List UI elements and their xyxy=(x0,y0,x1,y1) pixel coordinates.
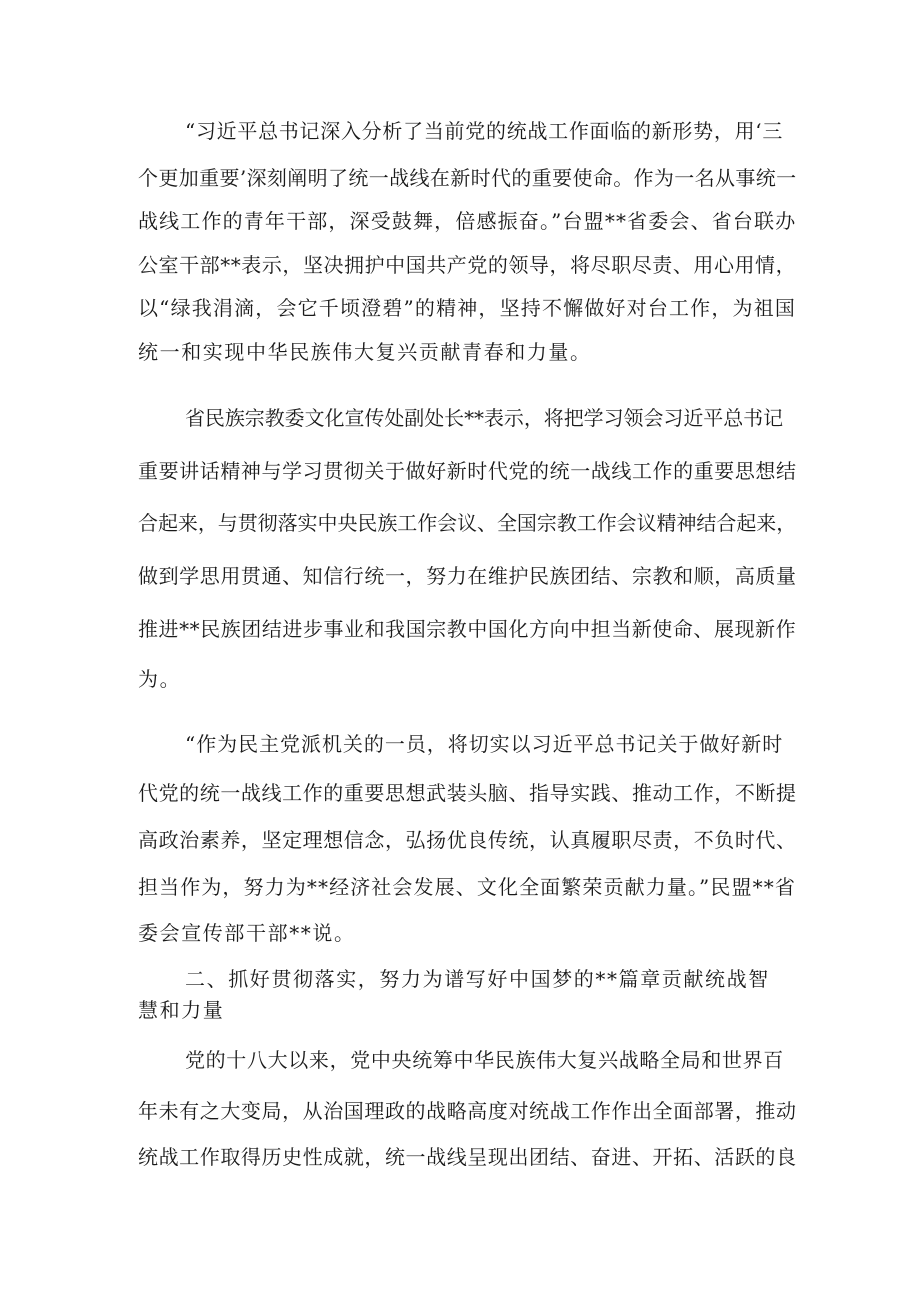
text-line: 重要讲话精神与学习贯彻关于做好新时代党的统一战线工作的重要思想结 xyxy=(138,459,797,483)
text-line: “习近平总书记深入分析了当前党的统战工作面临的新形势，用‘三 xyxy=(185,119,784,143)
text-line: 推进**民族团结进步事业和我国宗教中国化方向中担当新使命、展现新作 xyxy=(138,617,797,641)
text-line: 党的十八大以来，党中央统筹中华民族伟大复兴战略全局和世界百 xyxy=(185,1048,784,1072)
text-line: 高政治素养，坚定理想信念，弘扬优良传统，认真履职尽责，不负时代、 xyxy=(138,828,797,852)
heading-line: 慧和力量 xyxy=(138,998,225,1022)
text-line: 担当作为，努力为**经济社会发展、文化全面繁荣贡献力量。”民盟**省 xyxy=(138,875,796,899)
text-line: 年未有之大变局，从治国理政的战略高度对统战工作作出全面部署，推动 xyxy=(138,1099,797,1123)
text-line: 为。 xyxy=(138,667,182,691)
text-line: 委会宣传部干部**说。 xyxy=(138,921,356,945)
text-line: 统一和实现中华民族伟大复兴贡献青春和力量。 xyxy=(138,340,592,364)
text-line: 统战工作取得历史性成就，统一战线呈现出团结、奋进、开拓、活跃的良 xyxy=(138,1145,797,1169)
text-line: 以“绿我涓滴，会它千顷澄碧”的精神，坚持不懈做好对台工作，为祖国 xyxy=(138,296,797,320)
text-line: 做到学思用贯通、知信行统一，努力在维护民族团结、宗教和顺，高质量 xyxy=(138,564,797,588)
text-line: 公室干部**表示，坚决拥护中国共产党的领导，将尽职尽责、用心用情， xyxy=(138,253,797,277)
text-line: 省民族宗教委文化宣传处副处长**表示，将把学习领会习近平总书记 xyxy=(185,406,784,430)
heading-line: 二、抓好贯彻落实，努力为谱写好中国梦的**篇章贡献统战智 xyxy=(185,967,770,991)
text-line: 个更加重要’深刻阐明了统一战线在新时代的重要使命。作为一名从事统一 xyxy=(138,166,797,190)
text-line: “作为民主党派机关的一员，将切实以习近平总书记关于做好新时 xyxy=(185,732,784,756)
text-line: 代党的统一战线工作的重要思想武装头脑、指导实践、推动工作，不断提 xyxy=(138,781,797,805)
text-line: 战线工作的青年干部，深受鼓舞，倍感振奋。”台盟**省委会、省台联办 xyxy=(138,209,797,233)
text-line: 合起来，与贯彻落实中央民族工作会议、全国宗教工作会议精神结合起来， xyxy=(138,511,797,535)
